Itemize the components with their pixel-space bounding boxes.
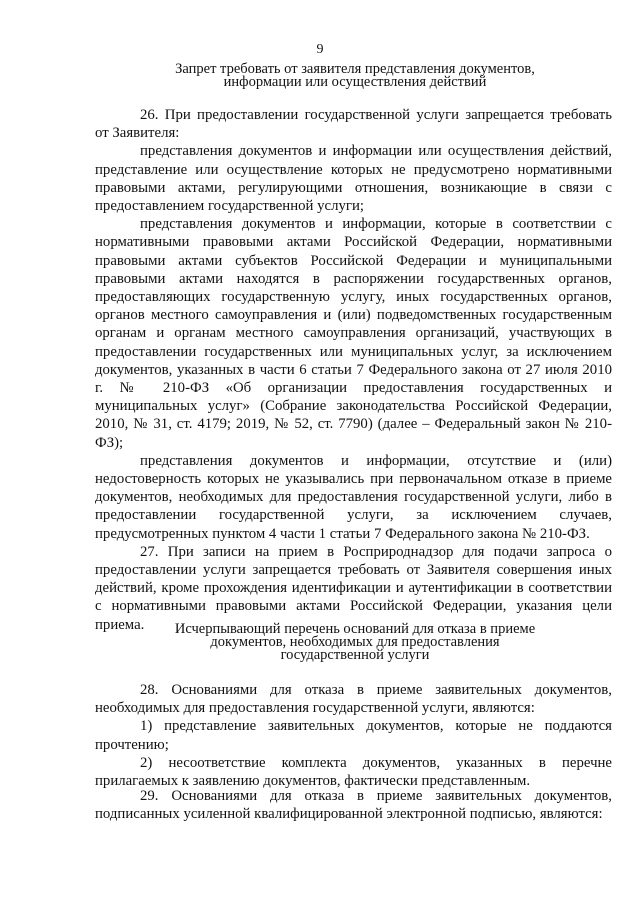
heading-line: Запрет требовать от заявителя представления документов, (175, 61, 535, 77)
paragraph-26-item-1: представления документов и информации или осуществления действий, представление или осуществление которых не предусмотрено нормативными правовыми актами, регулирующими отношения, возникающие в связи с предоставлением государственной услуги; (95, 143, 612, 215)
paragraph-26: 26. При предоставлении государственной услуги запрещается требовать от Заявителя: (95, 107, 612, 142)
paragraph-26-item-2: представления документов и информации, которые в соответствии с нормативными правовыми актами Российской Федерации, нормативными правовыми актами субъектов Российской Федерации и муниципальными правовыми актами находятся в распоряжении государственных органов, предоставляющих государственную услугу, иных государственных органов, органов местного самоуправления и (или) подведомственных государственным органам и органам местного самоуправления организаций, участвующих в предоставлении государственных или муниципальных услуг, за исключением документов, указанных в части 6 статьи 7 Федерального закона от 27 июля 2010 г. № 210-ФЗ «Об организации предоставления государственных и муниципальных услуг» (Собрание законодательства Российской Федерации, 2010, № 31, ст. 4179; 2019, № 52, ст. 7790) (далее – Федеральный закон № 210-ФЗ); (95, 216, 612, 451)
paragraph-27: 27. При записи на прием в Росприроднадзор для подачи запроса о предоставлении услуги запрещается требовать от Заявителя совершения иных действий, кроме прохождения идентификации и аутентификации в соответствии с нормативными правовыми актами Российской Федерации, указания цели приема. (95, 543, 612, 633)
section-body-refusal-grounds (95, 681, 612, 790)
page-number: 9 (316, 42, 324, 57)
paragraph-28: 28. Основаниями для отказа в приеме заявительных документов, необходимых для предоставления государственной услуги, являются: (95, 682, 612, 717)
paragraph-28-item-1: 1) представление заявительных документов, которые не поддаются прочтению; (95, 718, 612, 753)
paragraph-28-item-2: 2) несоответствие комплекта документов, указанных в перечне прилагаемых к заявлению документов, фактически представленным. (95, 754, 612, 790)
section-body-prohibition (95, 106, 612, 637)
heading-line: Исчерпывающий перечень оснований для отказа в приеме (174, 621, 536, 637)
section-body-last (95, 787, 612, 823)
section-heading-prohibition (150, 63, 560, 89)
section-heading-refusal-grounds (150, 623, 560, 662)
heading-line: информации или осуществления действий (223, 74, 487, 90)
heading-line: государственной услуги (280, 647, 430, 663)
paragraph-29: 29. Основаниями для отказа в приеме заявительных документов, подписанных усиленной квалифицированной электронной подписью, являются: (95, 788, 612, 823)
heading-line: документов, необходимых для предоставления (210, 634, 500, 650)
paragraph-26-item-3: представления документов и информации, отсутствие и (или) недостоверность которых не указывались при первоначальном отказе в приеме документов, необходимых для предоставления государственной услуги, либо в предоставлении государственной услуги, за исключением случаев, предусмотренных пунктом 4 части 1 статьи 7 Федерального закона № 210-ФЗ. (95, 452, 612, 542)
